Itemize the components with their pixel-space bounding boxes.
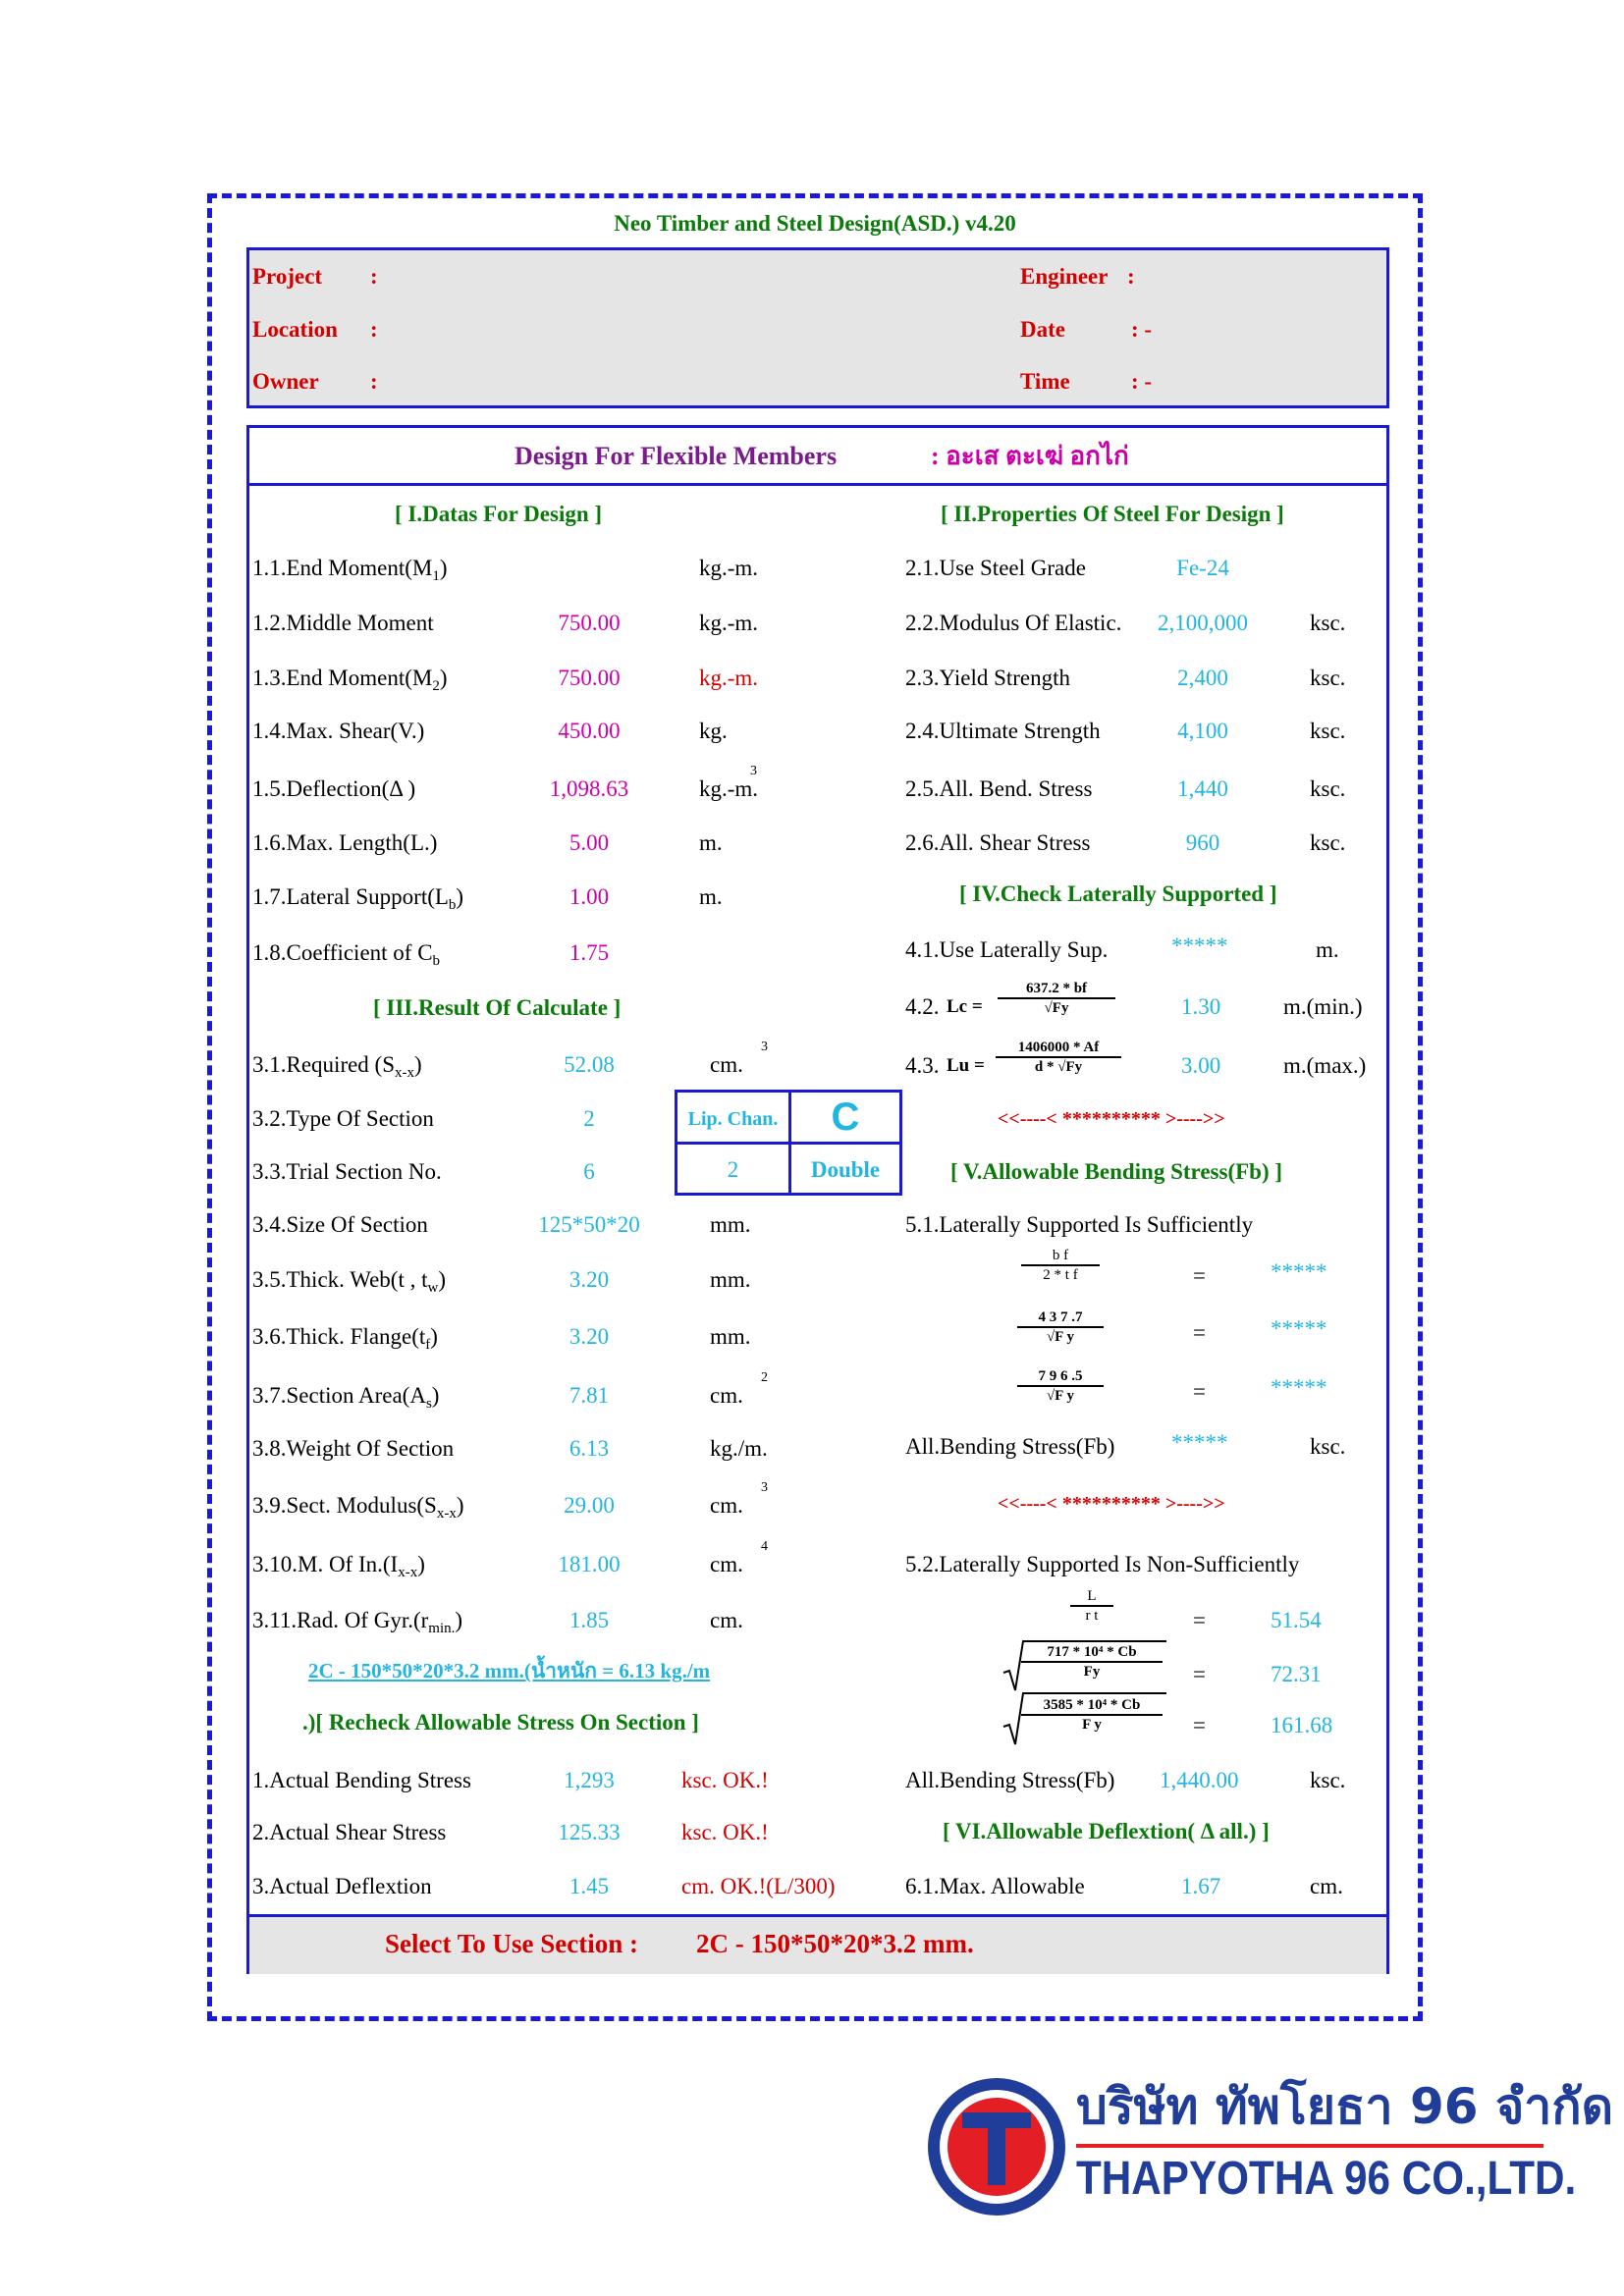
sec1-row-label-text: 1.1.End Moment(M [252, 556, 433, 580]
sec2-row-unit: ksc. [1310, 776, 1346, 801]
sec1-row-value: 750.00 [558, 611, 621, 635]
lc-symbol: Lc = [947, 996, 983, 1017]
sec1-row-value: 450.00 [558, 719, 621, 743]
sec4-row1-label: 4.1.Use Laterally Sup. [905, 937, 1109, 962]
location-colon: : [370, 317, 378, 342]
recheck-row-label-text: 3.Actual Deflextion [252, 1874, 432, 1898]
sec2-row-label [905, 665, 1070, 692]
sec1-row-value: 750.00 [558, 666, 621, 690]
sec3-row-value: 3.20 [568, 1267, 610, 1292]
sec3-row-label-close: ) [417, 1552, 425, 1576]
sec4-row3-label: 4.3. [905, 1053, 940, 1078]
engineer-colon: : [1127, 264, 1135, 289]
sec1-row-unit-superscript: 3 [750, 764, 757, 778]
sec3-row-label-close: ) [431, 1383, 440, 1408]
section-summary-line: 2C - 150*50*20*3.2 mm.(น้ำหนัก = 6.13 kg./m [308, 1659, 711, 1682]
selected-section-value: 2C - 150*50*20*3.2 mm. [696, 1929, 974, 1958]
sec3-row-label-text: 3.6.Thick. Flange(t [252, 1324, 426, 1349]
sec3-row-unit: cm. [710, 1552, 743, 1576]
sec1-row-label-subscript: 2 [432, 678, 440, 694]
lc-denominator: √Fy [1044, 1000, 1069, 1016]
lc-value: 1.30 [1181, 994, 1221, 1019]
sec1-row-label [252, 939, 440, 975]
lu-numerator: 1406000 * Af [996, 1039, 1121, 1058]
g3-value: 161.68 [1271, 1713, 1333, 1737]
sec2-heading: [ II.Properties Of Steel For Design ] [941, 502, 1284, 526]
location-label: Location [252, 317, 338, 342]
f3-value: ***** [1271, 1375, 1327, 1400]
recheck-row-value: 125.33 [558, 1820, 621, 1844]
sec5-sub2: 5.2.Laterally Supported Is Non-Sufficiently [905, 1552, 1300, 1576]
sec3-heading: [ III.Result Of Calculate ] [373, 995, 622, 1020]
sec1-row-label-text: 1.5.Deflection(Δ ) [252, 776, 416, 801]
sec3-row-label-subscript: s [425, 1396, 432, 1412]
sec1-row-unit: kg.-m. [699, 556, 759, 580]
sec3-row-label [252, 1382, 439, 1417]
date-label: Date [1020, 317, 1065, 342]
recheck-row-unit: ksc. OK.! [681, 1768, 769, 1792]
lu-symbol: Lu = [947, 1055, 985, 1076]
sec4-row1-unit: m. [1316, 937, 1339, 962]
sec1-row-label [252, 665, 448, 700]
main-design-box [246, 425, 1389, 1974]
sec3-row-label-subscript: f [425, 1337, 431, 1353]
company-logo [923, 2073, 1614, 2220]
sec3-row-label-text: 3.3.Trial Section No. [252, 1159, 442, 1184]
lc-formula [998, 980, 1115, 1017]
recheck-heading: .)[ Recheck Allowable Stress On Section ] [302, 1710, 699, 1735]
allb1-label: All.Bending Stress(Fb) [905, 1434, 1115, 1459]
sec3-row-label-close: ) [430, 1324, 438, 1349]
section-table-hline [675, 1142, 902, 1145]
sec3-row-label-text: 3.1.Required (S [252, 1052, 396, 1077]
allb1-unit: ksc. [1310, 1434, 1346, 1459]
limit-4377-den: √F y [1046, 1329, 1075, 1345]
sec3-row-label-text: 3.5.Thick. Web(t , t [252, 1267, 428, 1292]
lu-denominator: d * √Fy [1034, 1059, 1083, 1075]
recheck-row-label-text: 2.Actual Shear Stress [252, 1820, 447, 1844]
sec1-row-value: 1.75 [568, 940, 610, 965]
sec5-heading: [ V.Allowable Bending Stress(Fb) ] [950, 1159, 1283, 1184]
g2-den: Fy [1083, 1664, 1101, 1680]
sec3-row-unit-superscript: 3 [761, 1480, 768, 1495]
allb2-unit: ksc. [1310, 1768, 1346, 1792]
sec3-row-value: 2 [583, 1106, 595, 1131]
sec3-row-label [252, 1323, 438, 1359]
design-title: Design For Flexible Members [514, 442, 838, 470]
recheck-row-label-text: 1.Actual Bending Stress [252, 1768, 471, 1792]
section-type-name: Lip. Chan. [687, 1108, 779, 1130]
sec1-row-label [252, 555, 448, 590]
sec6-row1-label: 6.1.Max. Allowable [905, 1874, 1085, 1898]
sec1-row-unit: kg. [699, 719, 728, 743]
sec1-row-unit: m. [699, 884, 723, 909]
sec1-row-label-text: 1.3.End Moment(M [252, 666, 433, 690]
sec2-row-value: 1,440 [1177, 776, 1228, 801]
time-value: : - [1131, 369, 1153, 394]
lc-numerator: 637.2 * bf [998, 980, 1115, 999]
sec3-row-label [252, 1266, 446, 1302]
sec3-row-value: 52.08 [564, 1052, 615, 1077]
sec3-row-value: 6.13 [568, 1436, 610, 1461]
sec1-row-unit: kg.-m. [699, 666, 759, 690]
sec3-row-unit: kg./m. [710, 1436, 768, 1461]
sec1-row-label-close: ) [439, 666, 448, 690]
sec3-row-label [252, 1435, 454, 1463]
sec3-row-value: 1.85 [568, 1608, 610, 1632]
limit-4377-formula [1017, 1308, 1104, 1346]
sec5-sub1: 5.1.Laterally Supported Is Sufficiently [905, 1212, 1254, 1237]
sec3-row-label-close: ) [455, 1608, 463, 1632]
sec6-row1-value: 1.67 [1181, 1874, 1221, 1898]
sec1-row-value: 5.00 [568, 830, 610, 855]
sec1-row-value: 1,098.63 [549, 776, 629, 801]
sec3-row-unit-superscript: 2 [761, 1370, 768, 1385]
sec4-row1-value: ***** [1171, 934, 1228, 958]
sec3-row-unit: cm. [710, 1383, 743, 1408]
sec2-row-label [905, 610, 1121, 637]
sec1-row-value: 1.00 [568, 884, 610, 909]
sec1-row-label-close: ) [439, 556, 448, 580]
sec3-row-label [252, 1051, 422, 1087]
sec2-row-label-text: 2.1.Use Steel Grade [905, 556, 1086, 580]
allb2-label: All.Bending Stress(Fb) [905, 1768, 1115, 1792]
sec1-row-unit: kg.-m. [699, 776, 759, 801]
sec1-row-unit: m. [699, 830, 723, 855]
sec4-arrow: <<----< ********** >---->> [998, 1108, 1225, 1130]
g2-eq: = [1193, 1662, 1206, 1686]
sec3-row-value: 125*50*20 [538, 1212, 640, 1237]
sec1-row-label-text: 1.6.Max. Length(L.) [252, 830, 438, 855]
logo-english-name: THAPYOTHA 96 CO.,LTD. [1076, 2153, 1577, 2205]
sec3-row-value: 6 [583, 1159, 595, 1184]
lc-unit: m.(min.) [1283, 994, 1363, 1019]
bf-ratio-den: 2 * t f [1043, 1267, 1078, 1283]
sec2-row-label [905, 718, 1101, 745]
sec1-heading: [ I.Datas For Design ] [395, 502, 603, 526]
sec2-row-label-text: 2.3.Yield Strength [905, 666, 1071, 690]
sec1-row-label [252, 829, 437, 857]
sec2-row-value: 4,100 [1177, 719, 1228, 743]
l-over-rt-den: r t [1085, 1608, 1099, 1624]
sec2-row-unit: ksc. [1310, 611, 1346, 635]
sec3-row-label-subscript: x-x [398, 1565, 418, 1580]
g3-formula [1021, 1696, 1163, 1734]
sec5-arrow: <<----< ********** >---->> [998, 1493, 1225, 1515]
g2-num: 717 * 10⁴ * Cb [1021, 1643, 1163, 1663]
design-subtitle: : อะเส ตะเฆ่ อกไก่ [931, 442, 1129, 470]
g2-formula [1021, 1643, 1163, 1681]
sec3-row-value: 181.00 [558, 1552, 621, 1576]
sec3-row-unit: mm. [710, 1212, 751, 1237]
date-value: : - [1131, 317, 1153, 342]
sec3-row-value: 29.00 [564, 1493, 615, 1518]
g2-value: 72.31 [1271, 1662, 1322, 1686]
sec1-row-label [252, 610, 434, 637]
sec1-row-label-subscript: 1 [432, 568, 440, 584]
sec3-row-value: 7.81 [568, 1383, 610, 1408]
sec6-heading: [ VI.Allowable Deflextion( Δ all.) ] [943, 1819, 1270, 1843]
sec2-row-unit: ksc. [1310, 666, 1346, 690]
sec3-row-label-text: 3.8.Weight Of Section [252, 1436, 455, 1461]
l-over-rt-num: L [1070, 1587, 1113, 1607]
limit-7965-den: √F y [1046, 1388, 1075, 1404]
sec3-row-label [252, 1492, 464, 1527]
sec3-row-unit: mm. [710, 1267, 751, 1292]
allb2-value: 1,440.00 [1160, 1768, 1239, 1792]
limit-7965-num: 7 9 6 .5 [1017, 1367, 1104, 1387]
selected-section-label: Select To Use Section : [385, 1929, 638, 1958]
sec2-row-label [905, 829, 1090, 857]
sec2-row-label [905, 775, 1092, 803]
sec2-row-value: Fe-24 [1176, 556, 1229, 580]
sec3-row-label [252, 1551, 425, 1586]
recheck-row-label [252, 1819, 446, 1846]
sec1-row-unit: kg.-m. [699, 611, 759, 635]
sec2-row-value: 2,400 [1177, 666, 1228, 690]
logo-thai-name: บริษัท ทัพโยธา 96 จำกัด [1076, 2078, 1614, 2135]
section-mode: Double [810, 1157, 881, 1182]
sec3-row-unit: mm. [710, 1324, 751, 1349]
sec2-row-label [905, 555, 1086, 582]
engineer-label: Engineer [1020, 264, 1109, 289]
f2-value: ***** [1271, 1316, 1327, 1341]
sec1-row-label-text: 1.4.Max. Shear(V.) [252, 719, 425, 743]
sec3-row-label-text: 3.10.M. Of In.(I [252, 1552, 399, 1576]
g3-num: 3585 * 10⁴ * Cb [1021, 1696, 1163, 1716]
sec3-row-label-subscript: x-x [395, 1065, 415, 1081]
f1-eq: = [1193, 1263, 1206, 1288]
app-title: Neo Timber and Steel Design(ASD.) v4.20 [614, 211, 1016, 236]
sec3-row-unit-superscript: 4 [761, 1539, 768, 1554]
sec2-row-unit: ksc. [1310, 719, 1346, 743]
g1-value: 51.54 [1271, 1608, 1322, 1632]
logo-red-rule [1076, 2144, 1543, 2148]
sec1-row-label-text: 1.8.Coefficient of C [252, 940, 433, 965]
sec3-row-unit-superscript: 3 [761, 1040, 768, 1054]
bf-ratio-formula [1021, 1247, 1100, 1284]
sec3-row-label-text: 3.9.Sect. Modulus(S [252, 1493, 437, 1518]
sec3-row-label-close: ) [438, 1267, 447, 1292]
sec3-row-label-text: 3.2.Type Of Section [252, 1106, 434, 1131]
sec4-row2-label: 4.2. [905, 994, 940, 1019]
f2-eq: = [1193, 1320, 1206, 1345]
g1-eq: = [1193, 1608, 1206, 1632]
sec3-row-label-subscript: w [427, 1280, 439, 1296]
sec1-row-label-text: 1.7.Lateral Support(L [252, 884, 449, 909]
owner-colon: : [370, 369, 378, 394]
sec2-row-label-text: 2.6.All. Shear Stress [905, 830, 1091, 855]
section-count: 2 [727, 1157, 739, 1182]
project-label: Project [252, 264, 323, 289]
recheck-row-value: 1,293 [564, 1768, 615, 1792]
sec3-row-label-subscript: min. [428, 1621, 456, 1636]
lu-value: 3.00 [1181, 1053, 1221, 1078]
sec2-row-label-text: 2.2.Modulus Of Elastic. [905, 611, 1122, 635]
owner-label: Owner [252, 369, 319, 394]
time-label: Time [1020, 369, 1070, 394]
f1-value: ***** [1271, 1259, 1327, 1284]
sec3-row-label [252, 1105, 434, 1133]
recheck-row-unit: ksc. OK.! [681, 1820, 769, 1844]
limit-7965-formula [1017, 1367, 1104, 1405]
sec1-row-label [252, 883, 463, 919]
limit-4377-num: 4 3 7 .7 [1017, 1308, 1104, 1328]
section-type-symbol: C [831, 1095, 860, 1139]
sec2-row-value: 960 [1185, 830, 1220, 855]
sec2-row-label-text: 2.4.Ultimate Strength [905, 719, 1101, 743]
sec3-row-label [252, 1158, 442, 1186]
f3-eq: = [1193, 1379, 1206, 1404]
sec2-row-unit: ksc. [1310, 830, 1346, 855]
bf-ratio-num: b f [1021, 1247, 1100, 1266]
sec1-row-label-text: 1.2.Middle Moment [252, 611, 434, 635]
sec1-row-label-subscript: b [448, 897, 457, 913]
sec3-row-label [252, 1607, 462, 1642]
g3-eq: = [1193, 1713, 1206, 1737]
g3-den: F y [1082, 1717, 1102, 1733]
l-over-rt-formula [1070, 1587, 1113, 1625]
sec2-row-label-text: 2.5.All. Bend. Stress [905, 776, 1093, 801]
recheck-row-label [252, 1767, 471, 1794]
sec3-row-value: 3.20 [568, 1324, 610, 1349]
recheck-row-unit: cm. OK.!(L/300) [681, 1874, 836, 1898]
sec3-row-label [252, 1211, 428, 1239]
sec3-row-label-text: 3.4.Size Of Section [252, 1212, 428, 1237]
sec3-row-label-text: 3.7.Section Area(A [252, 1383, 426, 1408]
sec2-row-value: 2,100,000 [1158, 611, 1248, 635]
project-colon: : [370, 264, 378, 289]
sec3-row-unit: cm. [710, 1052, 743, 1077]
sec1-row-label-subscript: b [432, 953, 441, 969]
sec3-row-label-subscript: x-x [436, 1506, 457, 1522]
sec6-row1-unit: cm. [1310, 1874, 1343, 1898]
recheck-row-value: 1.45 [568, 1874, 610, 1898]
sec1-row-label-close: ) [456, 884, 464, 909]
sec1-row-label [252, 775, 415, 803]
sec3-row-label-close: ) [414, 1052, 422, 1077]
title-divider [249, 483, 1386, 486]
allb1-value: ***** [1171, 1430, 1228, 1455]
lu-unit: m.(max.) [1283, 1053, 1367, 1078]
sec4-heading: [ IV.Check Laterally Supported ] [959, 881, 1277, 906]
project-info-box [246, 247, 1389, 408]
sec3-row-label-text: 3.11.Rad. Of Gyr.(r [252, 1608, 429, 1632]
sec3-row-unit: cm. [710, 1608, 743, 1632]
sec3-row-label-close: ) [456, 1493, 464, 1518]
lu-formula [996, 1039, 1121, 1076]
sec3-row-unit: cm. [710, 1493, 743, 1518]
logo-emblem-icon [923, 2073, 1070, 2220]
sec1-row-label [252, 718, 424, 745]
recheck-row-label [252, 1873, 432, 1900]
